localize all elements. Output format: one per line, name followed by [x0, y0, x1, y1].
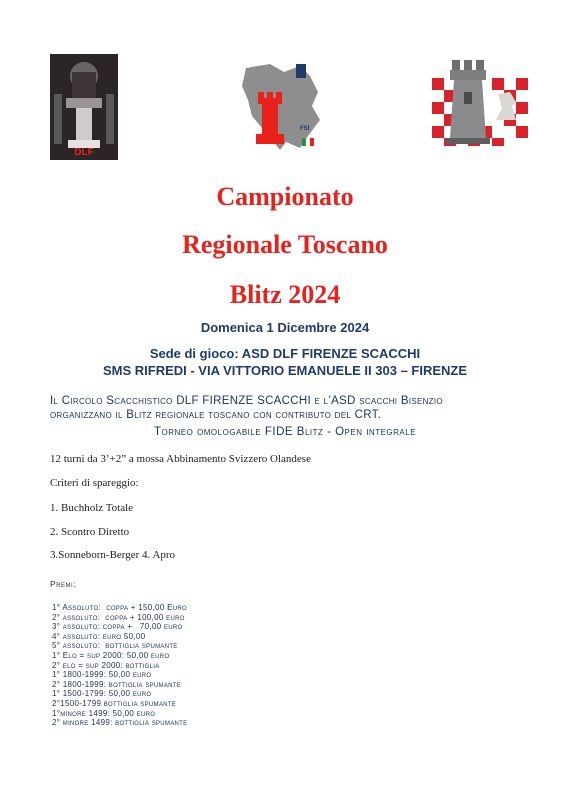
- prize-item: 3° assoluto: coppa + 70,00 euro: [52, 622, 183, 632]
- dlf-logo-text: DLF: [74, 147, 94, 158]
- prize-list: [52, 603, 352, 728]
- prize-item: 2° 1800-1999: bottiglia spumante: [52, 679, 182, 689]
- dlf-logo: [50, 54, 118, 160]
- turni-text: 12 turni da 3’+2” a mossa Abbinamento Svizzero Olandese: [50, 453, 311, 465]
- premi-label: Premi:: [50, 579, 77, 589]
- prize-item: 2°1500-1799 bottiglia spumante: [52, 698, 177, 708]
- venue-line-1: Sede di gioco: ASD DLF FIRENZE SCACCHI: [149, 346, 421, 361]
- criteria-item: 3.Sonneborn-Berger 4. Apro: [50, 549, 176, 561]
- venue-line-2: SMS RIFREDI - VIA VITTORIO EMANUELE II 303 – FIRENZE: [102, 363, 468, 378]
- title-line-3: Blitz 2024: [229, 280, 341, 309]
- prize-item: 4° assoluto: euro 50,00: [52, 631, 146, 641]
- tuscany-rook-graphic: [240, 62, 324, 152]
- prize-item: 1° 1500-1799: 50,00 euro: [52, 689, 152, 699]
- prize-item: 1° Elo = sup 2000: 50,00 euro: [52, 650, 170, 660]
- prize-item: 2° minore 1499: bottiglia spumante: [52, 718, 188, 728]
- torneo-line: Torneo omologabile FIDE Blitz - Open integrale: [153, 426, 417, 438]
- prize-item: 2° assoluto: coppa + 100,00 euro: [52, 612, 185, 622]
- dlf-chess-graphic: [50, 54, 118, 160]
- criteria-item: 1. Buchholz Totale: [50, 502, 134, 514]
- prize-item: 1° Assoluto: coppa + 150,00 Euro: [52, 603, 187, 612]
- title-line-1: Campionato: [216, 182, 354, 211]
- intro-line-1: Il Circolo Scacchistico DLF FIRENZE SCACCHI e l’ASD scacchi Bisenzio: [50, 395, 443, 407]
- intro-line-2: organizzano il Blitz regionale toscano con contributo del CRT.: [50, 409, 382, 421]
- prize-item: 1°minore 1499: 50,00 euro: [52, 708, 156, 718]
- event-date: Domenica 1 Dicembre 2024: [200, 320, 370, 335]
- prize-item: 5° assoluto: bottiglia spumante: [52, 641, 178, 651]
- tower-graphic: [432, 58, 528, 146]
- prize-item: 1° 1800-1999: 50,00 euro: [52, 670, 152, 680]
- checkered-tower-logo: [432, 58, 528, 146]
- criteri-title: Criteri di spareggio:: [50, 477, 139, 489]
- criteria-item: 2. Scontro Diretto: [50, 526, 130, 538]
- title-line-2: Regionale Toscano: [182, 230, 388, 259]
- prize-item: 2° elo = sup 2000: bottiglia: [52, 660, 160, 670]
- fsi-logo-text: FSI: [300, 126, 310, 132]
- tuscany-map-logo: [240, 62, 324, 152]
